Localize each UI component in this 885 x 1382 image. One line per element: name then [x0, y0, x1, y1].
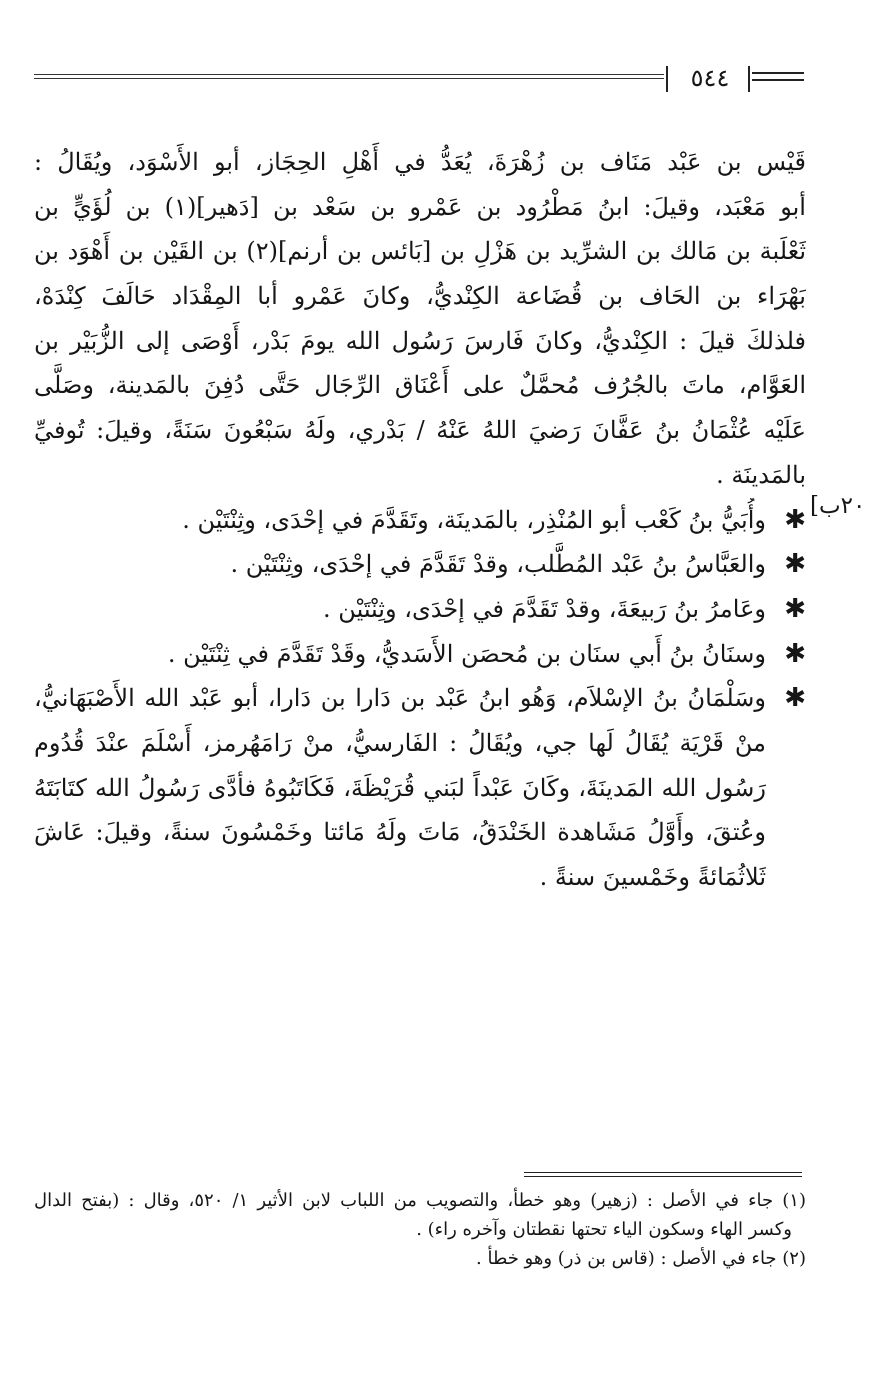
text-line: العَوَّام، ماتَ بالجُرُف مُحمَّلٌ على أَعْنَاق الرِّجَال حَتَّى دُفِنَ بالمَدينة، وصَلَّى: [34, 371, 806, 400]
text-line: فلذلكَ قيلَ : الكِنْديُّ، وكانَ فَارسَ رَسُول الله يومَ بَدْر، أَوْصَى إلى الزُّبَيْر بن: [34, 326, 806, 355]
footnote-separator: [524, 1176, 802, 1177]
text-line: منْ قَرْيَة يُقَالُ لَها جي، ويُقَالُ : الفَارسيُّ، منْ رَامَهُرمز، أَسْلَمَ عنْدَ قُدُوم: [34, 728, 766, 757]
text-line: قَيْس بن عَبْد مَنَاف بن زُهْرَةَ، يُعَدُّ في أَهْلِ الحِجَاز، أبو الأَسْوَد، ويُقَالُ :: [34, 148, 806, 176]
text-line: عَلَيْه عُثْمَانُ بنُ عَفَّانَ رَضيَ اللهُ عَنْهُ / بَدْري، ولَهُ سَبْعُونَ سَنَةً، وقيلَ: تُوفيِّ: [34, 416, 806, 445]
asterisk-icon: ✱: [784, 504, 806, 535]
text-line: ثَلاثُمَائةً وخَمْسينَ سنةً .: [539, 863, 766, 891]
list-item: [34, 632, 806, 677]
list-item: [34, 676, 806, 721]
text-line: بَهْرَاء بن الحَاف بن قُضَاعة الكِنْديُّ، وكانَ عَمْرو أبا المِقْدَاد حَالَفَ كِنْدَهْ،: [34, 282, 806, 311]
header-rule-bar: [666, 66, 668, 92]
text-line: أبو مَعْبَد، وقيلَ: ابنُ مَطْرُود بن عَمْرو بن سَعْد بن [دَهير](١) بن لُؤَيٍّ بن: [34, 192, 806, 221]
list-item: [34, 542, 806, 587]
asterisk-icon: ✱: [784, 549, 806, 580]
page-header: [30, 62, 810, 102]
text-line: وعُتقَ، وأَوَّلُ مَشَاهدة الخَنْدَقُ، مَاتَ ولَهُ مَائتا وخَمْسُونَ سنةً، وقيلَ: عَاشَ: [34, 818, 766, 847]
list-item-text: والعَبَّاسُ بنُ عَبْد المُطَّلب، وقدْ تَقَدَّمَ في إحْدَى، وثِنْتَيْن .: [230, 550, 766, 579]
footnote-line: (٢) جاء في الأصل : (قاس بن ذر) وهو خطأ .: [476, 1248, 806, 1269]
asterisk-icon: ✱: [784, 683, 806, 714]
list-item-text: وأُبَيُّ بنُ كَعْب أبو المُنْذِر، بالمَدينَة، وتَقَدَّمَ في إحْدَى، وثِنْتَيْن .: [182, 505, 766, 534]
text-line: ثَعْلَبة بن مَالك بن الشرِّيد بن هَزْلِ بن [بَائس بن أرنم](٢) بن القَيْن بن أَهْوَد بن: [34, 237, 806, 266]
main-text: [34, 140, 806, 900]
asterisk-icon: ✱: [784, 638, 806, 669]
list-item: [34, 587, 806, 632]
list-item-text: وعَامرُ بنُ رَبيعَةَ، وقدْ تَقَدَّمَ في إحْدَى، وثِنْتَيْن .: [323, 594, 766, 623]
footnote-separator: [524, 1172, 802, 1173]
footnote-line: (١) جاء في الأصل : (زهير) وهو خطأ، والتصويب من اللباب لابن الأثير ١/ ٥٢٠، وقال : (بفتح الدال: [34, 1190, 806, 1211]
text-line: رَسُول الله المَدينَةَ، وكَانَ عَبْداً لبَني قُرَيْظَةَ، فَكَاتَبُوهُ فأدَّى رَسُولُ الله كتَابَتَهُ: [34, 773, 766, 802]
list-item: [34, 498, 806, 543]
footnote-line: وكسر الهاء وسكون الياء تحتها نقطتان وآخره راء) .: [416, 1219, 792, 1240]
footnotes: [34, 1186, 806, 1273]
header-rule-bar: [748, 66, 750, 92]
header-rule-left: [34, 74, 664, 79]
text-line: بالمَدينَة .: [716, 460, 806, 489]
asterisk-icon: ✱: [784, 593, 806, 624]
list-item-text: وسنَانُ بنُ أَبي سنَان بن مُحصَن الأَسَديُّ، وقَدْ تَقَدَّمَ في ثِنْتَيْن .: [167, 639, 766, 668]
list-item-text: وسَلْمَانُ بنُ الإسْلاَم، وَهُو ابنُ عَبْد بن دَارا بن دَارا، أبو عَبْد الله الأَصْبَهَانيُّ،: [34, 684, 766, 713]
margin-folio-note: ٢٠ب]: [810, 493, 866, 519]
page-number: ٥٤٤: [690, 64, 730, 92]
header-rule-right: [752, 72, 804, 81]
